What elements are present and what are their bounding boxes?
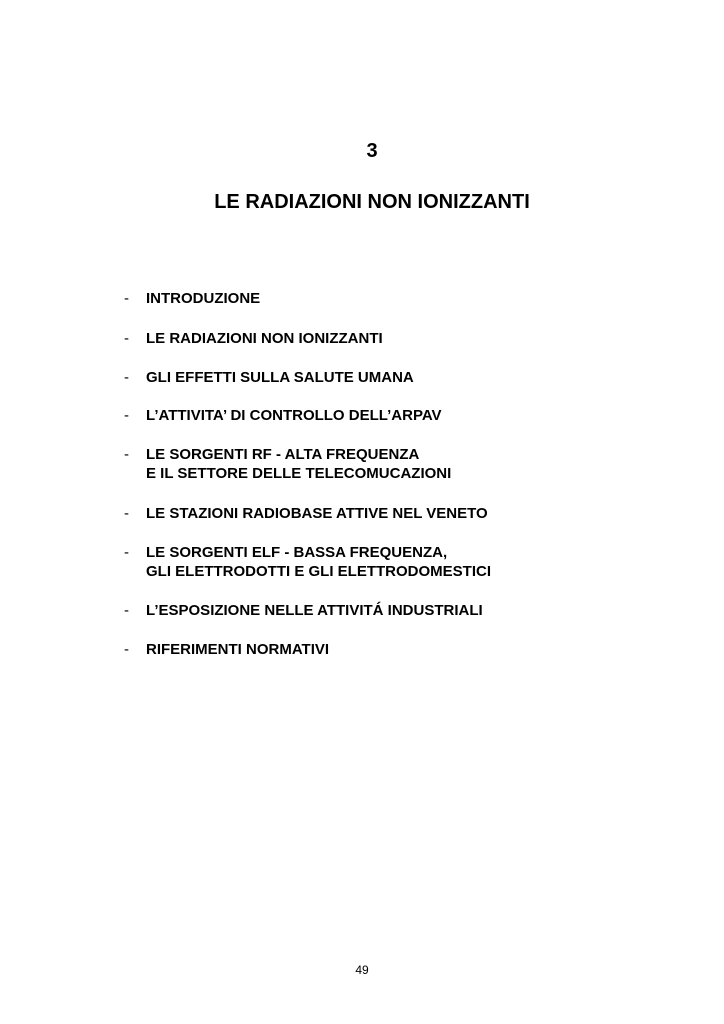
toc-item-label: L’ESPOSIZIONE NELLE ATTIVITÁ INDUSTRIALI — [146, 602, 483, 619]
toc-item-riferimenti-normativi — [124, 640, 329, 659]
bullet-dash: - — [124, 330, 129, 347]
toc-item-esposizione-industriali — [124, 601, 483, 620]
chapter-number: 3 — [366, 140, 378, 162]
bullet-dash: - — [124, 290, 129, 307]
toc-item-attivita-controllo — [124, 406, 442, 425]
bullet-dash: - — [124, 369, 129, 386]
toc-item-label: INTRODUZIONE — [146, 290, 261, 307]
toc-item-label: LE SORGENTI ELF - BASSA FREQUENZA, — [146, 544, 448, 561]
toc-item-label: GLI EFFETTI SULLA SALUTE UMANA — [146, 369, 414, 386]
toc-item-label: L’ATTIVITA’ DI CONTROLLO DELL’ARPAV — [146, 407, 442, 424]
toc-item-stazioni-radiobase — [124, 504, 488, 523]
bullet-dash: - — [124, 641, 129, 658]
bullet-dash: - — [124, 544, 129, 561]
bullet-dash: - — [124, 505, 129, 522]
bullet-dash: - — [124, 407, 129, 424]
toc-item-label: LE RADIAZIONI NON IONIZZANTI — [146, 330, 383, 347]
toc-item-label: LE STAZIONI RADIOBASE ATTIVE NEL VENETO — [146, 505, 488, 522]
toc-item-radiazioni — [124, 329, 383, 348]
toc-item-label-continued: E IL SETTORE DELLE TELECOMUCAZIONI — [146, 465, 452, 482]
toc-item-introduzione — [124, 289, 260, 308]
toc-item-effetti-salute — [124, 368, 414, 387]
toc-item-label: RIFERIMENTI NORMATIVI — [146, 641, 330, 658]
toc-item-label-continued: GLI ELETTRODOTTI E GLI ELETTRODOMESTICI — [146, 563, 491, 580]
toc-item-sorgenti-elf — [124, 543, 491, 581]
toc-item-label: LE SORGENTI RF - ALTA FREQUENZA — [146, 446, 420, 463]
page-number: 49 — [355, 963, 369, 977]
bullet-dash: - — [124, 602, 129, 619]
chapter-title: LE RADIAZIONI NON IONIZZANTI — [214, 191, 530, 213]
toc-item-sorgenti-rf — [124, 445, 451, 483]
bullet-dash: - — [124, 446, 129, 463]
